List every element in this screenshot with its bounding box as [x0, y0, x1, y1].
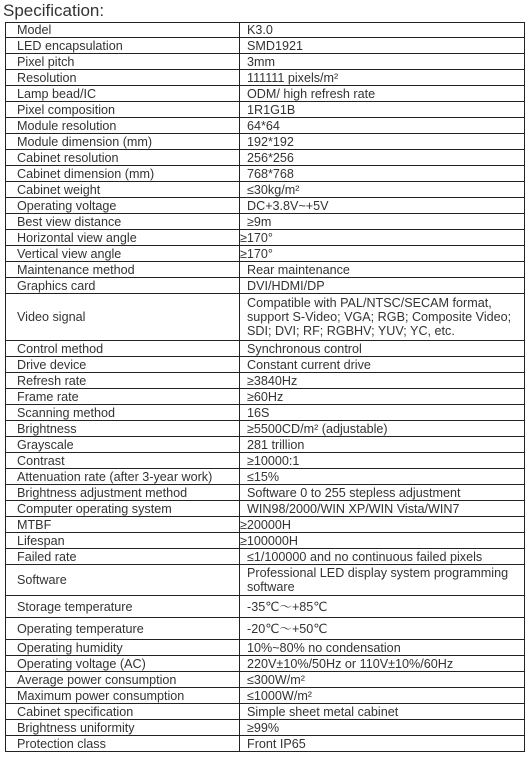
spec-row	[6, 485, 525, 501]
spec-label: Failed rate	[6, 549, 240, 565]
spec-row	[6, 596, 525, 618]
spec-value: 64*64	[240, 118, 525, 134]
spec-label: Module resolution	[6, 118, 240, 134]
spec-label: Operating humidity	[6, 640, 240, 656]
spec-label: Brightness adjustment method	[6, 485, 240, 501]
spec-label: Grayscale	[6, 437, 240, 453]
spec-label: LED encapsulation	[6, 38, 240, 54]
spec-row	[6, 736, 525, 752]
spec-value: ODM/ high refresh rate	[240, 86, 525, 102]
spec-row	[6, 517, 525, 533]
spec-value: 281 trillion	[240, 437, 525, 453]
spec-label: Resolution	[6, 70, 240, 86]
spec-row	[6, 38, 525, 54]
spec-row	[6, 501, 525, 517]
spec-row	[6, 453, 525, 469]
spec-row	[6, 720, 525, 736]
spec-label: MTBF	[6, 517, 240, 533]
spec-label: Protection class	[6, 736, 240, 752]
spec-value: Rear maintenance	[240, 262, 525, 278]
spec-value: ≥170°	[240, 230, 525, 246]
spec-label: Refresh rate	[6, 373, 240, 389]
spec-label: Cabinet resolution	[6, 150, 240, 166]
spec-value: 220V±10%/50Hz or 110V±10%/60Hz	[240, 656, 525, 672]
spec-label: Brightness	[6, 421, 240, 437]
spec-value: ≥3840Hz	[240, 373, 525, 389]
spec-row	[6, 70, 525, 86]
spec-label: Drive device	[6, 357, 240, 373]
spec-row	[6, 341, 525, 357]
spec-value: Professional LED display system programming software	[240, 565, 525, 596]
spec-label: Pixel pitch	[6, 54, 240, 70]
spec-label: Graphics card	[6, 278, 240, 294]
spec-row	[6, 214, 525, 230]
spec-row	[6, 405, 525, 421]
spec-value: ≥100000H	[240, 533, 525, 549]
spec-row	[6, 437, 525, 453]
spec-row	[6, 294, 525, 341]
spec-value: Front IP65	[240, 736, 525, 752]
spec-label: Lifespan	[6, 533, 240, 549]
spec-value: 111111 pixels/m²	[240, 70, 525, 86]
spec-value: DVI/HDMI/DP	[240, 278, 525, 294]
spec-row	[6, 469, 525, 485]
spec-value: ≤300W/m²	[240, 672, 525, 688]
spec-label: Best view distance	[6, 214, 240, 230]
spec-row	[6, 118, 525, 134]
spec-row	[6, 640, 525, 656]
spec-row	[6, 618, 525, 640]
spec-label: Operating voltage	[6, 198, 240, 214]
spec-row	[6, 102, 525, 118]
spec-row	[6, 166, 525, 182]
spec-label: Horizontal view angle	[6, 230, 240, 246]
spec-label: Storage temperature	[6, 596, 240, 618]
spec-label: Pixel composition	[6, 102, 240, 118]
spec-value: Simple sheet metal cabinet	[240, 704, 525, 720]
spec-value: Software 0 to 255 stepless adjustment	[240, 485, 525, 501]
spec-label: Computer operating system	[6, 501, 240, 517]
spec-value: Constant current drive	[240, 357, 525, 373]
spec-row	[6, 373, 525, 389]
spec-label: Brightness uniformity	[6, 720, 240, 736]
spec-label: Vertical view angle	[6, 246, 240, 262]
spec-label: Operating temperature	[6, 618, 240, 640]
spec-value: ≤1/100000 and no continuous failed pixels	[240, 549, 525, 565]
spec-label: Scanning method	[6, 405, 240, 421]
spec-value: -35℃～+85℃	[240, 596, 525, 618]
spec-value: 3mm	[240, 54, 525, 70]
spec-label: Contrast	[6, 453, 240, 469]
spec-row	[6, 688, 525, 704]
spec-value: ≥10000:1	[240, 453, 525, 469]
spec-label: Software	[6, 565, 240, 596]
spec-label: Model	[6, 23, 240, 38]
spec-label: Frame rate	[6, 389, 240, 405]
spec-value: ≥20000H	[240, 517, 525, 533]
spec-value: ≥170°	[240, 246, 525, 262]
spec-row	[6, 262, 525, 278]
spec-row	[6, 389, 525, 405]
spec-value: ≥5500CD/m² (adjustable)	[240, 421, 525, 437]
spec-row	[6, 656, 525, 672]
spec-value: Compatible with PAL/NTSC/SECAM format, support S-Video; VGA; RGB; Composite Video; SDI; DVI; RF; RGBHV; YUV; YC, etc.	[240, 294, 525, 341]
spec-label: Cabinet specification	[6, 704, 240, 720]
spec-value: 192*192	[240, 134, 525, 150]
spec-label: Average power consumption	[6, 672, 240, 688]
spec-value: ≤30kg/m²	[240, 182, 525, 198]
spec-value: 768*768	[240, 166, 525, 182]
spec-value: Synchronous control	[240, 341, 525, 357]
spec-label: Cabinet weight	[6, 182, 240, 198]
spec-label: Lamp bead/IC	[6, 86, 240, 102]
spec-label: Control method	[6, 341, 240, 357]
spec-row	[6, 549, 525, 565]
spec-label: Video signal	[6, 294, 240, 341]
specification-table	[5, 22, 525, 752]
spec-value: ≤1000W/m²	[240, 688, 525, 704]
spec-value: ≤15%	[240, 469, 525, 485]
spec-row	[6, 357, 525, 373]
spec-row	[6, 704, 525, 720]
spec-value: -20℃～+50℃	[240, 618, 525, 640]
spec-value: ≥9m	[240, 214, 525, 230]
page-title: Specification:	[3, 1, 105, 20]
spec-value: 16S	[240, 405, 525, 421]
spec-row	[6, 230, 525, 246]
spec-label: Module dimension (mm)	[6, 134, 240, 150]
spec-row	[6, 198, 525, 214]
spec-row	[6, 54, 525, 70]
spec-value: WIN98/2000/WIN XP/WIN Vista/WIN7	[240, 501, 525, 517]
spec-value: 1R1G1B	[240, 102, 525, 118]
spec-row	[6, 278, 525, 294]
spec-row	[6, 182, 525, 198]
spec-label: Cabinet dimension (mm)	[6, 166, 240, 182]
spec-value: ≥60Hz	[240, 389, 525, 405]
spec-value: 256*256	[240, 150, 525, 166]
spec-row	[6, 421, 525, 437]
specification-table-body	[6, 23, 525, 752]
spec-value: 10%~80% no condensation	[240, 640, 525, 656]
spec-row	[6, 150, 525, 166]
spec-label: Maintenance method	[6, 262, 240, 278]
spec-row	[6, 246, 525, 262]
spec-value: DC+3.8V~+5V	[240, 198, 525, 214]
spec-value: K3.0	[240, 23, 525, 38]
spec-row	[6, 533, 525, 549]
spec-row	[6, 134, 525, 150]
spec-label: Attenuation rate (after 3-year work)	[6, 469, 240, 485]
spec-row	[6, 23, 525, 38]
spec-label: Maximum power consumption	[6, 688, 240, 704]
spec-row	[6, 565, 525, 596]
spec-value: ≥99%	[240, 720, 525, 736]
spec-row	[6, 86, 525, 102]
spec-value: SMD1921	[240, 38, 525, 54]
spec-row	[6, 672, 525, 688]
spec-label: Operating voltage (AC)	[6, 656, 240, 672]
